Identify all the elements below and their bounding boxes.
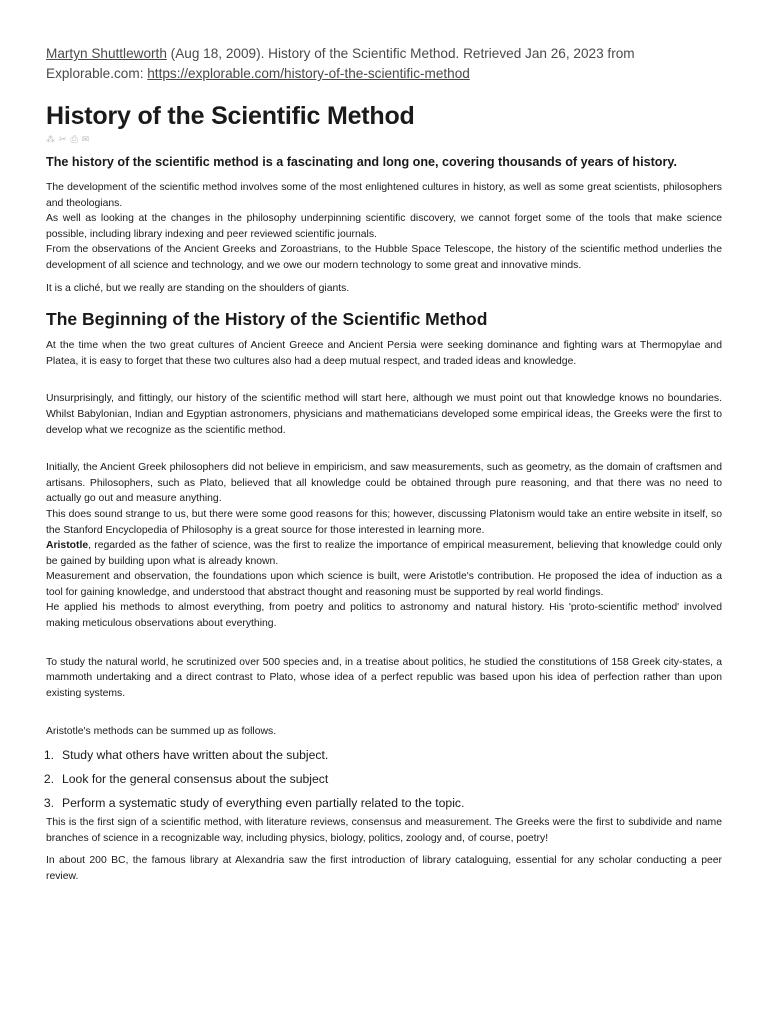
share-icons bbox=[46, 133, 722, 145]
cliche-paragraph: It is a cliché, but we really are standing on the shoulders of giants. bbox=[46, 282, 350, 294]
intro-paragraph: The development of the scientific method involves some of the most enlightened cultures in history, as well as some great scientists, philosophers and theologians. bbox=[46, 182, 722, 209]
aristotle-bold: Aristotle bbox=[46, 540, 89, 552]
page-title: History of the Scientific Method bbox=[46, 102, 415, 130]
intro-paragraph: From the observations of the Ancient Greeks and Zoroastrians, to the Hubble Space Telescope, the history of the scientific method underlies the development of all science and technology, and we owe our modern technology to some great and innovative minds. bbox=[46, 244, 722, 271]
lead-paragraph: The history of the scientific method is a fascinating and long one, covering thousands of years of history. bbox=[46, 155, 677, 169]
citation-text: (Aug 18, 2009). History of the Scientific Method. Retrieved Jan 26, 2023 from Explorable.com: bbox=[46, 46, 635, 81]
citation bbox=[46, 44, 722, 84]
document-page bbox=[43, 0, 722, 884]
body-paragraph: At the time when the two great cultures of Ancient Greece and Ancient Persia were seeking dominance and fighting wars at Thermopylae and Platea, it is easy to forget that these two cultures also had a deep mutual respect, and traded ideas and knowledge. bbox=[46, 340, 722, 367]
body-paragraph: Initially, the Ancient Greek philosophers did not believe in empiricism, and saw measurements, such as geometry, as the domain of craftsmen and artisans. Philosophers, such as Plato, believed that all knowledge could be obtained through pure reasoning, and that there was no need to actually go out and measure anything. bbox=[46, 462, 722, 505]
section-heading: The Beginning of the History of the Scientific Method bbox=[46, 309, 488, 330]
body-paragraph: Unsurprisingly, and fittingly, our history of the scientific method will start here, although we must point out that knowledge knows no boundaries. Whilst Babylonian, Indian and Egyptian astronomers, physicians and mathematicians developed some empirical ideas, the Greeks were the first to develop what we recognize as the scientific method. bbox=[46, 393, 722, 436]
author-link[interactable]: Martyn Shuttleworth bbox=[46, 46, 167, 61]
body-paragraph: Aristotle's methods can be summed up as follows. bbox=[46, 726, 277, 738]
body-paragraph: He applied his methods to almost everything, from poetry and politics to astronomy and natural history. His 'proto-scientific method' involved making meticulous observations about everything. bbox=[46, 602, 722, 630]
tweet-icon[interactable]: ✂ bbox=[59, 134, 67, 144]
methods-list bbox=[43, 747, 722, 811]
list-item: 3. Perform a systematic study of everything even partially related to the topic. bbox=[43, 796, 465, 811]
email-icon[interactable]: ✉ bbox=[81, 134, 90, 144]
share-icon[interactable]: ⁂ bbox=[46, 134, 55, 144]
list-item: 2. Look for the general consensus about the subject bbox=[43, 772, 329, 787]
body-paragraph: In about 200 BC, the famous library at Alexandria saw the first introduction of library cataloguing, essential for any scholar conducting a peer review. bbox=[46, 855, 722, 882]
body-paragraph: Measurement and observation, the foundations upon which science is built, were Aristotle's contribution. He proposed the idea of induction as a tool for gaining knowledge, and understood that abstract thought and reasoning must be supported by real world findings. bbox=[46, 571, 722, 598]
body-paragraph: To study the natural world, he scrutinized over 500 species and, in a treatise about politics, he studied the constitutions of 158 Greek city-states, a mammoth undertaking and a direct contrast to Plato, whose idea of a perfect republic was based upon his idea of perfection rather than upon existing systems. bbox=[46, 656, 722, 699]
print-icon[interactable]: ⎙ bbox=[70, 134, 78, 144]
body-paragraph: Aristotle, regarded as the father of science, was the first to realize the importance of empirical measurement, believing that knowledge could only be gained by building upon what is already known. bbox=[46, 540, 722, 567]
body-paragraph: This is the first sign of a scientific method, with literature reviews, consensus and measurement. The Greeks were the first to subdivide and name branches of science in a recognizable way, including physics, biology, politics, zoology and, of course, poetry! bbox=[46, 817, 722, 844]
body-paragraph: This does sound strange to us, but there were some good reasons for this; however, discussing Platonism would take an entire website in itself, so the Stanford Encyclopedia of Philosophy is a great source for those interested in learning more. bbox=[46, 508, 722, 536]
source-url-link[interactable]: https://explorable.com/history-of-the-scientific-method bbox=[147, 66, 470, 81]
intro-paragraph: As well as looking at the changes in the philosophy underpinning scientific discovery, we cannot forget some of the tools that make science possible, including library indexing and peer reviewed scientific journals. bbox=[46, 213, 722, 240]
list-item: 1. Study what others have written about the subject. bbox=[43, 748, 329, 763]
